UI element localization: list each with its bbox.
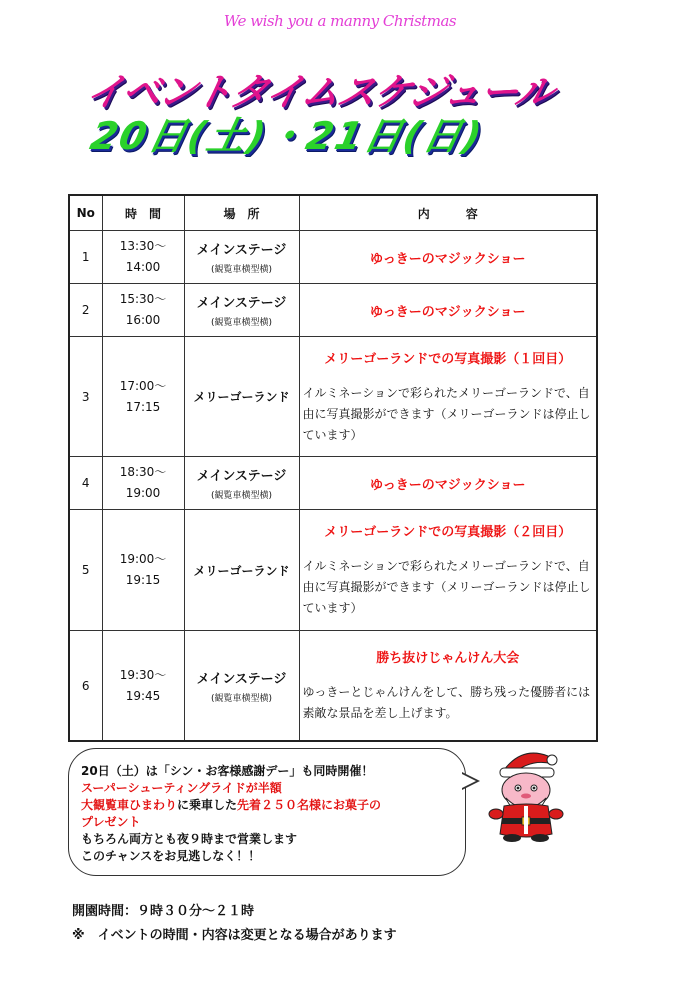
title-line-2: 20日(土)・21日(日) — [86, 114, 488, 158]
time-end: 14:00 — [125, 260, 161, 275]
ferris-wheel-name: 大観覧車ひまわり — [81, 798, 178, 812]
row-content — [299, 631, 597, 741]
event-title: メリーゴーランドでの写真撮影（２回目） — [324, 525, 572, 541]
header-place: 場 所 — [184, 195, 299, 231]
bubble-tail-inner — [462, 774, 476, 788]
time-end: 19:15 — [125, 573, 161, 588]
table-row — [69, 457, 597, 510]
table-header-row — [69, 195, 597, 231]
notice-line-6: このチャンスをお見逃しなく！！ — [81, 849, 261, 863]
page-title — [73, 70, 612, 158]
table-row — [69, 284, 597, 337]
row-no: 2 — [69, 284, 102, 337]
table-row — [69, 510, 597, 631]
row-content — [299, 457, 597, 510]
notice-bubble — [68, 748, 466, 876]
row-content — [299, 510, 597, 631]
row-time — [102, 631, 184, 741]
event-title: ゆっきーのマジックショー — [369, 477, 526, 493]
row-no: 6 — [69, 631, 102, 741]
event-description: ゆっきーとじゃんけんをして、勝ち残った優勝者には素敵な景品を差し上げます。 — [302, 685, 591, 721]
row-time — [102, 457, 184, 510]
change-note: ※ イベントの時間・内容は変更となる場合があります — [72, 928, 397, 943]
notice-line-4: プレゼント — [81, 815, 141, 829]
notice-line-3 — [81, 797, 465, 814]
header-time: 時 間 — [102, 195, 184, 231]
place-sub: (観覧車横型横) — [210, 318, 273, 329]
row-time — [102, 284, 184, 337]
row-no: 3 — [69, 337, 102, 457]
time-start: 18:30〜 — [119, 465, 167, 480]
tagline: We wish you a manny Christmas — [223, 12, 457, 30]
event-description: イルミネーションで彩られたメリーゴーランドで、自由に写真撮影ができます（メリーゴーランドは停止しています） — [302, 559, 591, 616]
row-place — [184, 631, 299, 741]
time-start: 15:30〜 — [119, 292, 167, 307]
santa-mascot-icon — [482, 744, 570, 844]
first-come-offer: 先着２５０名様にお菓子の — [237, 798, 382, 812]
row-time — [102, 510, 184, 631]
place-main: メインステージ — [196, 296, 287, 312]
row-place — [184, 510, 299, 631]
row-no: 4 — [69, 457, 102, 510]
opening-hours: 開園時間：９時３０分〜２１時 — [72, 904, 255, 919]
schedule-table — [68, 194, 598, 742]
row-no: 5 — [69, 510, 102, 631]
table-row — [69, 337, 597, 457]
event-title: ゆっきーのマジックショー — [369, 251, 526, 267]
place-main: メインステージ — [196, 671, 287, 687]
event-title: ゆっきーのマジックショー — [369, 304, 526, 320]
place-sub: (観覧車横型横) — [210, 693, 273, 704]
row-time — [102, 231, 184, 284]
place-main: メインステージ — [196, 243, 287, 259]
time-end: 17:15 — [125, 399, 161, 414]
row-place — [184, 231, 299, 284]
table-row — [69, 631, 597, 741]
row-content — [299, 337, 597, 457]
row-place — [184, 284, 299, 337]
time-end: 19:00 — [125, 486, 161, 501]
place-sub: (観覧車横型横) — [210, 491, 273, 502]
notice-connector: に乗車した — [177, 798, 238, 812]
header-content: 内 容 — [299, 195, 597, 231]
row-place — [184, 457, 299, 510]
time-end: 16:00 — [125, 313, 161, 328]
row-time — [102, 337, 184, 457]
place-sub: (観覧車横型横) — [210, 265, 273, 276]
place-main: メリーゴーランド — [193, 563, 290, 578]
footer — [72, 900, 397, 948]
table-row — [69, 231, 597, 284]
title-line-1: イベントタイムスケジュール — [82, 70, 557, 114]
row-no: 1 — [69, 231, 102, 284]
header-no: No — [69, 195, 102, 231]
row-place — [184, 337, 299, 457]
event-title: メリーゴーランドでの写真撮影（１回目） — [324, 351, 572, 367]
time-start: 19:00〜 — [119, 552, 167, 567]
event-description: イルミネーションで彩られたメリーゴーランドで、自由に写真撮影ができます（メリーゴーランドは停止しています） — [302, 385, 591, 442]
time-end: 19:45 — [125, 688, 161, 703]
notice-line-1: 20日（土）は「シン・お客様感謝デー」も同時開催！ — [81, 764, 374, 778]
time-start: 19:30〜 — [119, 667, 167, 682]
time-start: 17:00〜 — [119, 378, 167, 393]
event-title: 勝ち抜けじゃんけん大会 — [376, 651, 520, 667]
notice-line-2: スーパーシューティングライドが半額 — [81, 781, 282, 795]
place-main: メリーゴーランド — [193, 390, 290, 405]
row-content — [299, 284, 597, 337]
place-main: メインステージ — [196, 469, 287, 485]
notice-line-5: もちろん両方とも夜９時まで営業します — [81, 832, 298, 846]
time-start: 13:30〜 — [119, 239, 167, 254]
row-content — [299, 231, 597, 284]
